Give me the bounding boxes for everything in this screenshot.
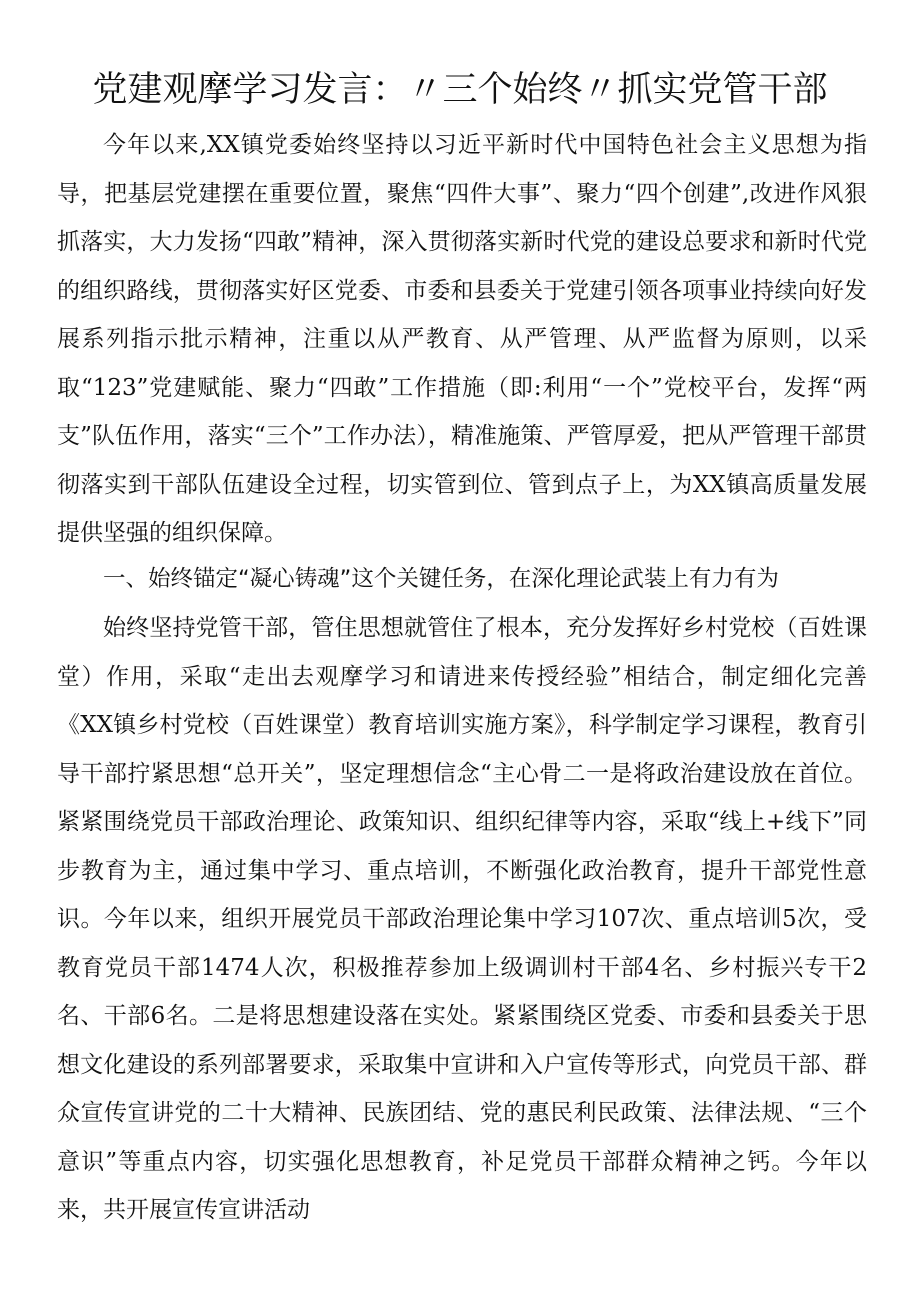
section-heading-1: 一、始终锚定“凝心铸魂”这个关键任务，在深化理论武装上有力有为 — [103, 566, 779, 592]
document-title: 党建观摩学习发言：〃三个始终〃抓实党管干部 — [92, 70, 828, 110]
intro-paragraph: 今年以来,XX镇党委始终坚持以习近平新时代中国特色社会主义思想为指导，把基层党建摆在重要位置，聚焦“四件大事”、聚力“四个创建”,改进作风狠抓落实，大力发扬“四敢”精神，深入贯彻落实新时代党的建设总要求和新时代党的组织路线，贯彻落实好区党委、市委和县委关于党建引领各项事业持续向好发展系列指示批示精神，注重以从严教育、从严管理、从严监督为原则，以采取“123”党建赋能、聚力“四敢”工作措施（即:利用“一个”党校平台，发挥“两支”队伍作用，落实“三个”工作办法），精准施策、严管厚爱，把从严管理干部贯彻落实到干部队伍建设全过程，切实管到位、管到点子上，为XX镇高质量发展提供坚强的组织保障。 — [57, 132, 867, 546]
section-1-paragraph: 始终坚持党管干部，管住思想就管住了根本，充分发挥好乡村党校（百姓课堂）作用，采取“走出去观摩学习和请进来传授经验”相结合，制定细化完善《XX镇乡村党校（百姓课堂）教育培训实施方案》，科学制定学习课程，教育引导干部拧紧思想“总开关”，坚定理想信念“主心骨二一是将政治建设放在首位。紧紧围绕党员干部政治理论、政策知识、组织纪律等内容，采取“线上+线下”同步教育为主，通过集中学习、重点培训，不断强化政治教育，提升干部党性意识。今年以来，组织开展党员干部政治理论集中学习107次、重点培训5次，受教育党员干部1474人次，积极推荐参加上级调训村干部4名、乡村振兴专干2名、干部6名。二是将思想建设落在实处。紧紧围绕区党委、市委和县委关于思想文化建设的系列部署要求，采取集中宣讲和入户宣传等形式，向党员干部、群众宣传宣讲党的二十大精神、民族团结、党的惠民利民政策、法律法规、“三个意识”等重点内容，切实强化思想教育，补足党员干部群众精神之钙。今年以来，共开展宣传宣讲活动 — [57, 615, 867, 1223]
